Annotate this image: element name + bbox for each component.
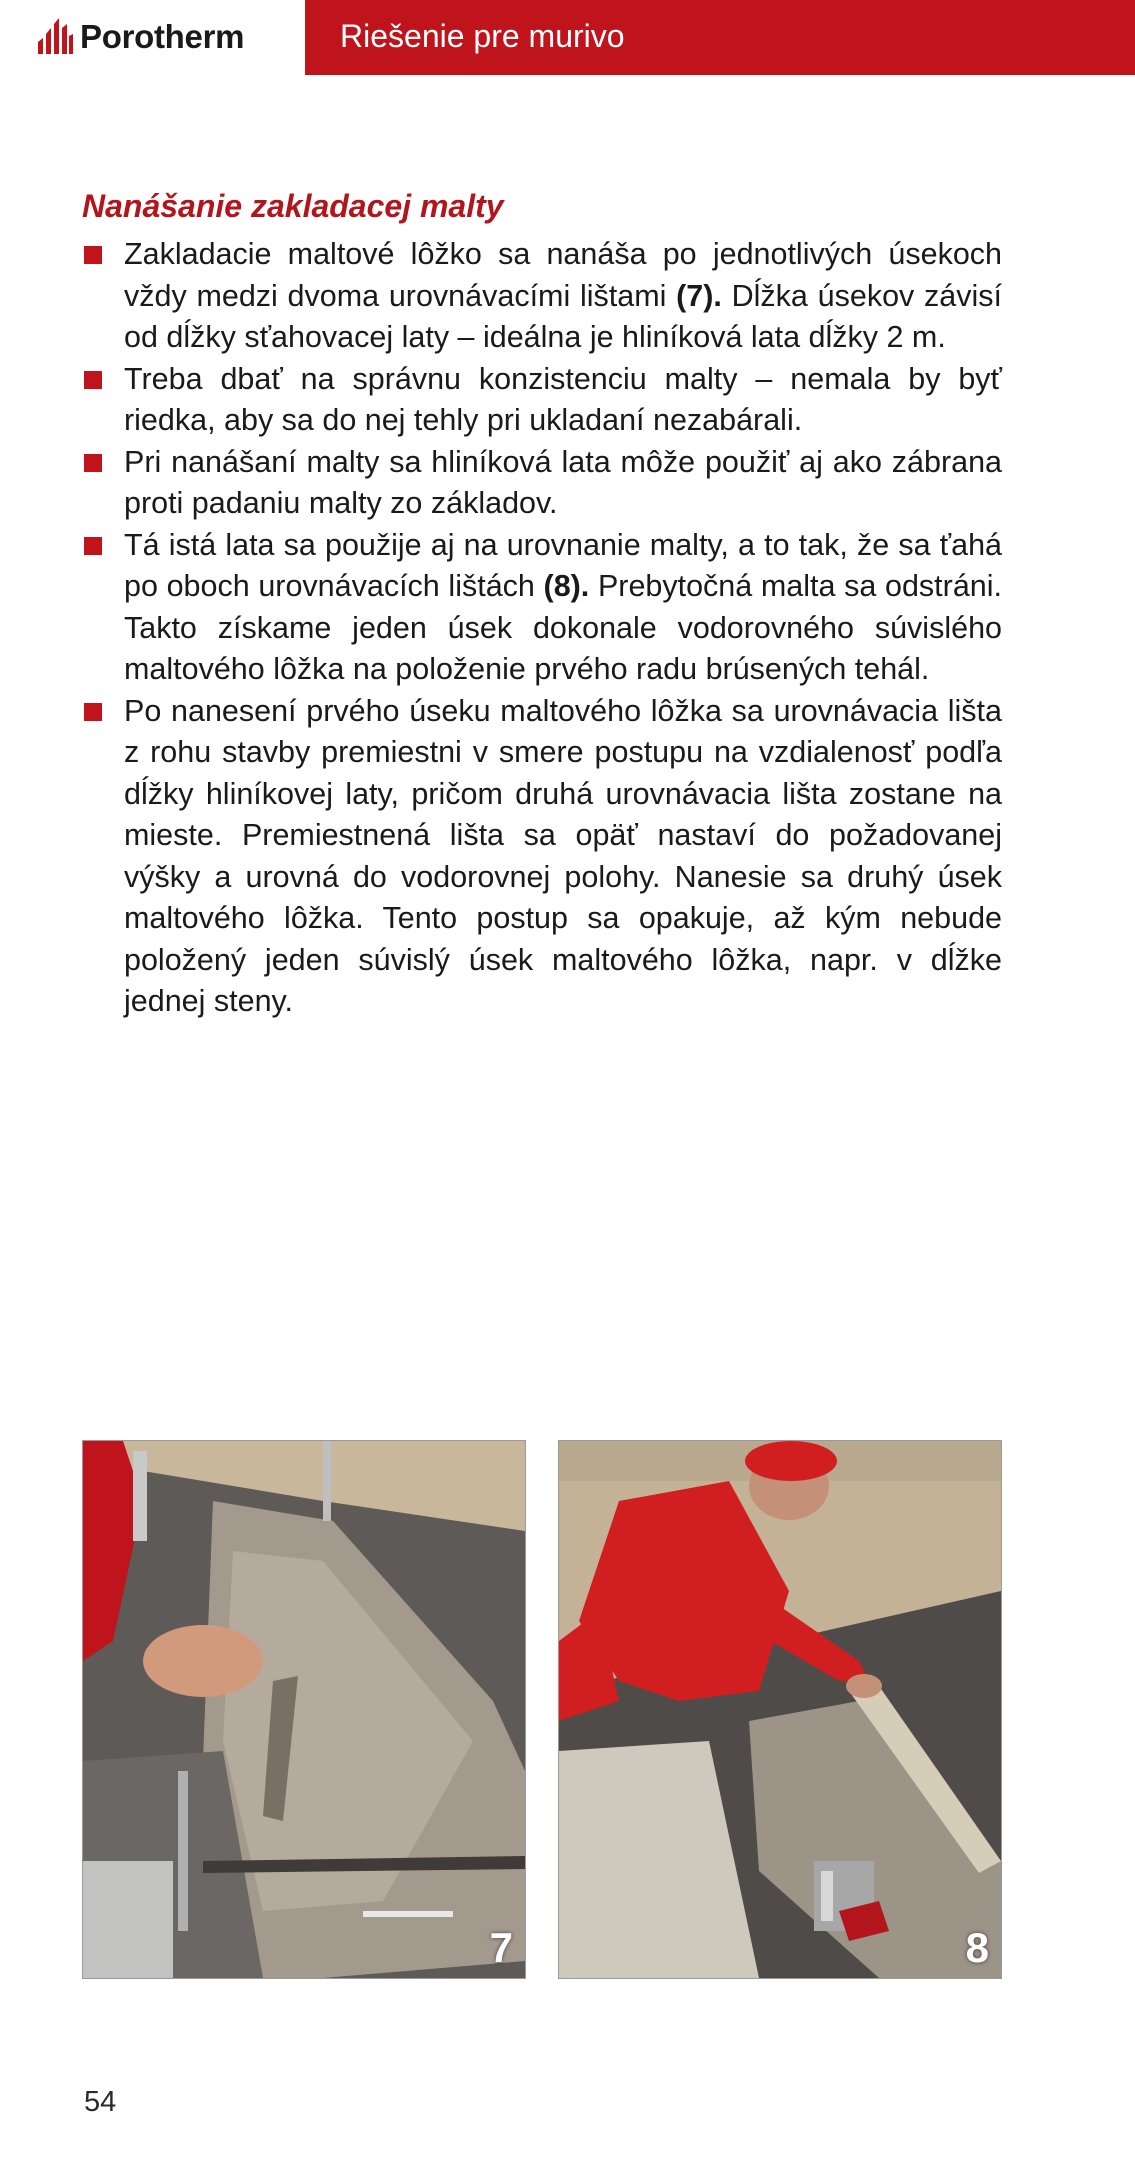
bullet-item	[82, 691, 1002, 1023]
photo-illustration	[559, 1441, 1001, 1978]
bullet-text: Treba dbať na správnu konzistenciu malty – nemala by byť riedka, aby sa do nej tehly pri ukladaní nezabárali.	[124, 361, 1002, 437]
page-number: 54	[84, 2086, 117, 2118]
figure-reference: (7).	[676, 278, 722, 313]
header-logo-area	[0, 0, 305, 75]
porotherm-logo-icon	[36, 14, 74, 54]
photo-number: 8	[965, 1924, 989, 1971]
content-section	[82, 186, 1002, 1023]
bullet-list	[82, 234, 1002, 1023]
photo-mortar-leveling	[558, 1440, 1002, 1979]
photo-illustration	[83, 1441, 525, 1978]
bullet-text: Pri nanášaní malty sa hliníková lata môže použiť aj ako zábrana proti padaniu malty zo základov.	[124, 444, 1002, 520]
bullet-text: Po nanesení prvého úseku maltového lôžka sa urovnávacia lišta z rohu stavby premiestni v smere postupu na vzdialenosť podľa dĺžky hliníkovej laty, pričom druhá urovnávacia lišta zostane na mieste. Premiestnená lišta sa opäť nastaví do požadovanej výšky a urovná do vodorovnej polohy. Nanesie sa druhý úsek maltového lôžka. Tento postup sa opakuje, až kým nebude položený jeden súvislý úsek maltového lôžka, napr. v dĺžke jednej steny.	[124, 693, 1002, 1018]
bullet-text: Tá istá lata sa použije aj na urovnanie malty, a to tak, že sa ťahá po oboch urovnávacích lištách	[124, 527, 1002, 603]
section-title: Nanášanie zakladacej malty	[82, 188, 504, 224]
bullet-item	[82, 359, 1002, 442]
figure-reference: (8).	[543, 569, 590, 603]
photo-number: 7	[489, 1924, 513, 1971]
bullet-item	[82, 525, 1002, 691]
header-band	[305, 0, 1135, 75]
brand-name: Porotherm	[80, 18, 245, 55]
bullet-item	[82, 234, 1002, 359]
bullet-text: Prebytočná malta sa odstráni. Takto získame jeden úsek dokonale vodorovného súvislého maltového lôžka na položenie prvého radu brúsených tehál.	[124, 569, 1002, 686]
header-tagline: Riešenie pre murivo	[340, 18, 625, 54]
bullet-text: Zakladacie maltové lôžko sa nanáša po jednotlivých úsekoch vždy medzi dvoma urovnávacími lištami	[124, 237, 1002, 313]
photo-mortar-application	[82, 1440, 526, 1979]
bullet-text: Dĺžka úsekov závisí od dĺžky sťahovacej laty – ideálna je hliníková lata dĺžky 2 m.	[124, 278, 1002, 354]
bullet-item	[82, 442, 1002, 525]
